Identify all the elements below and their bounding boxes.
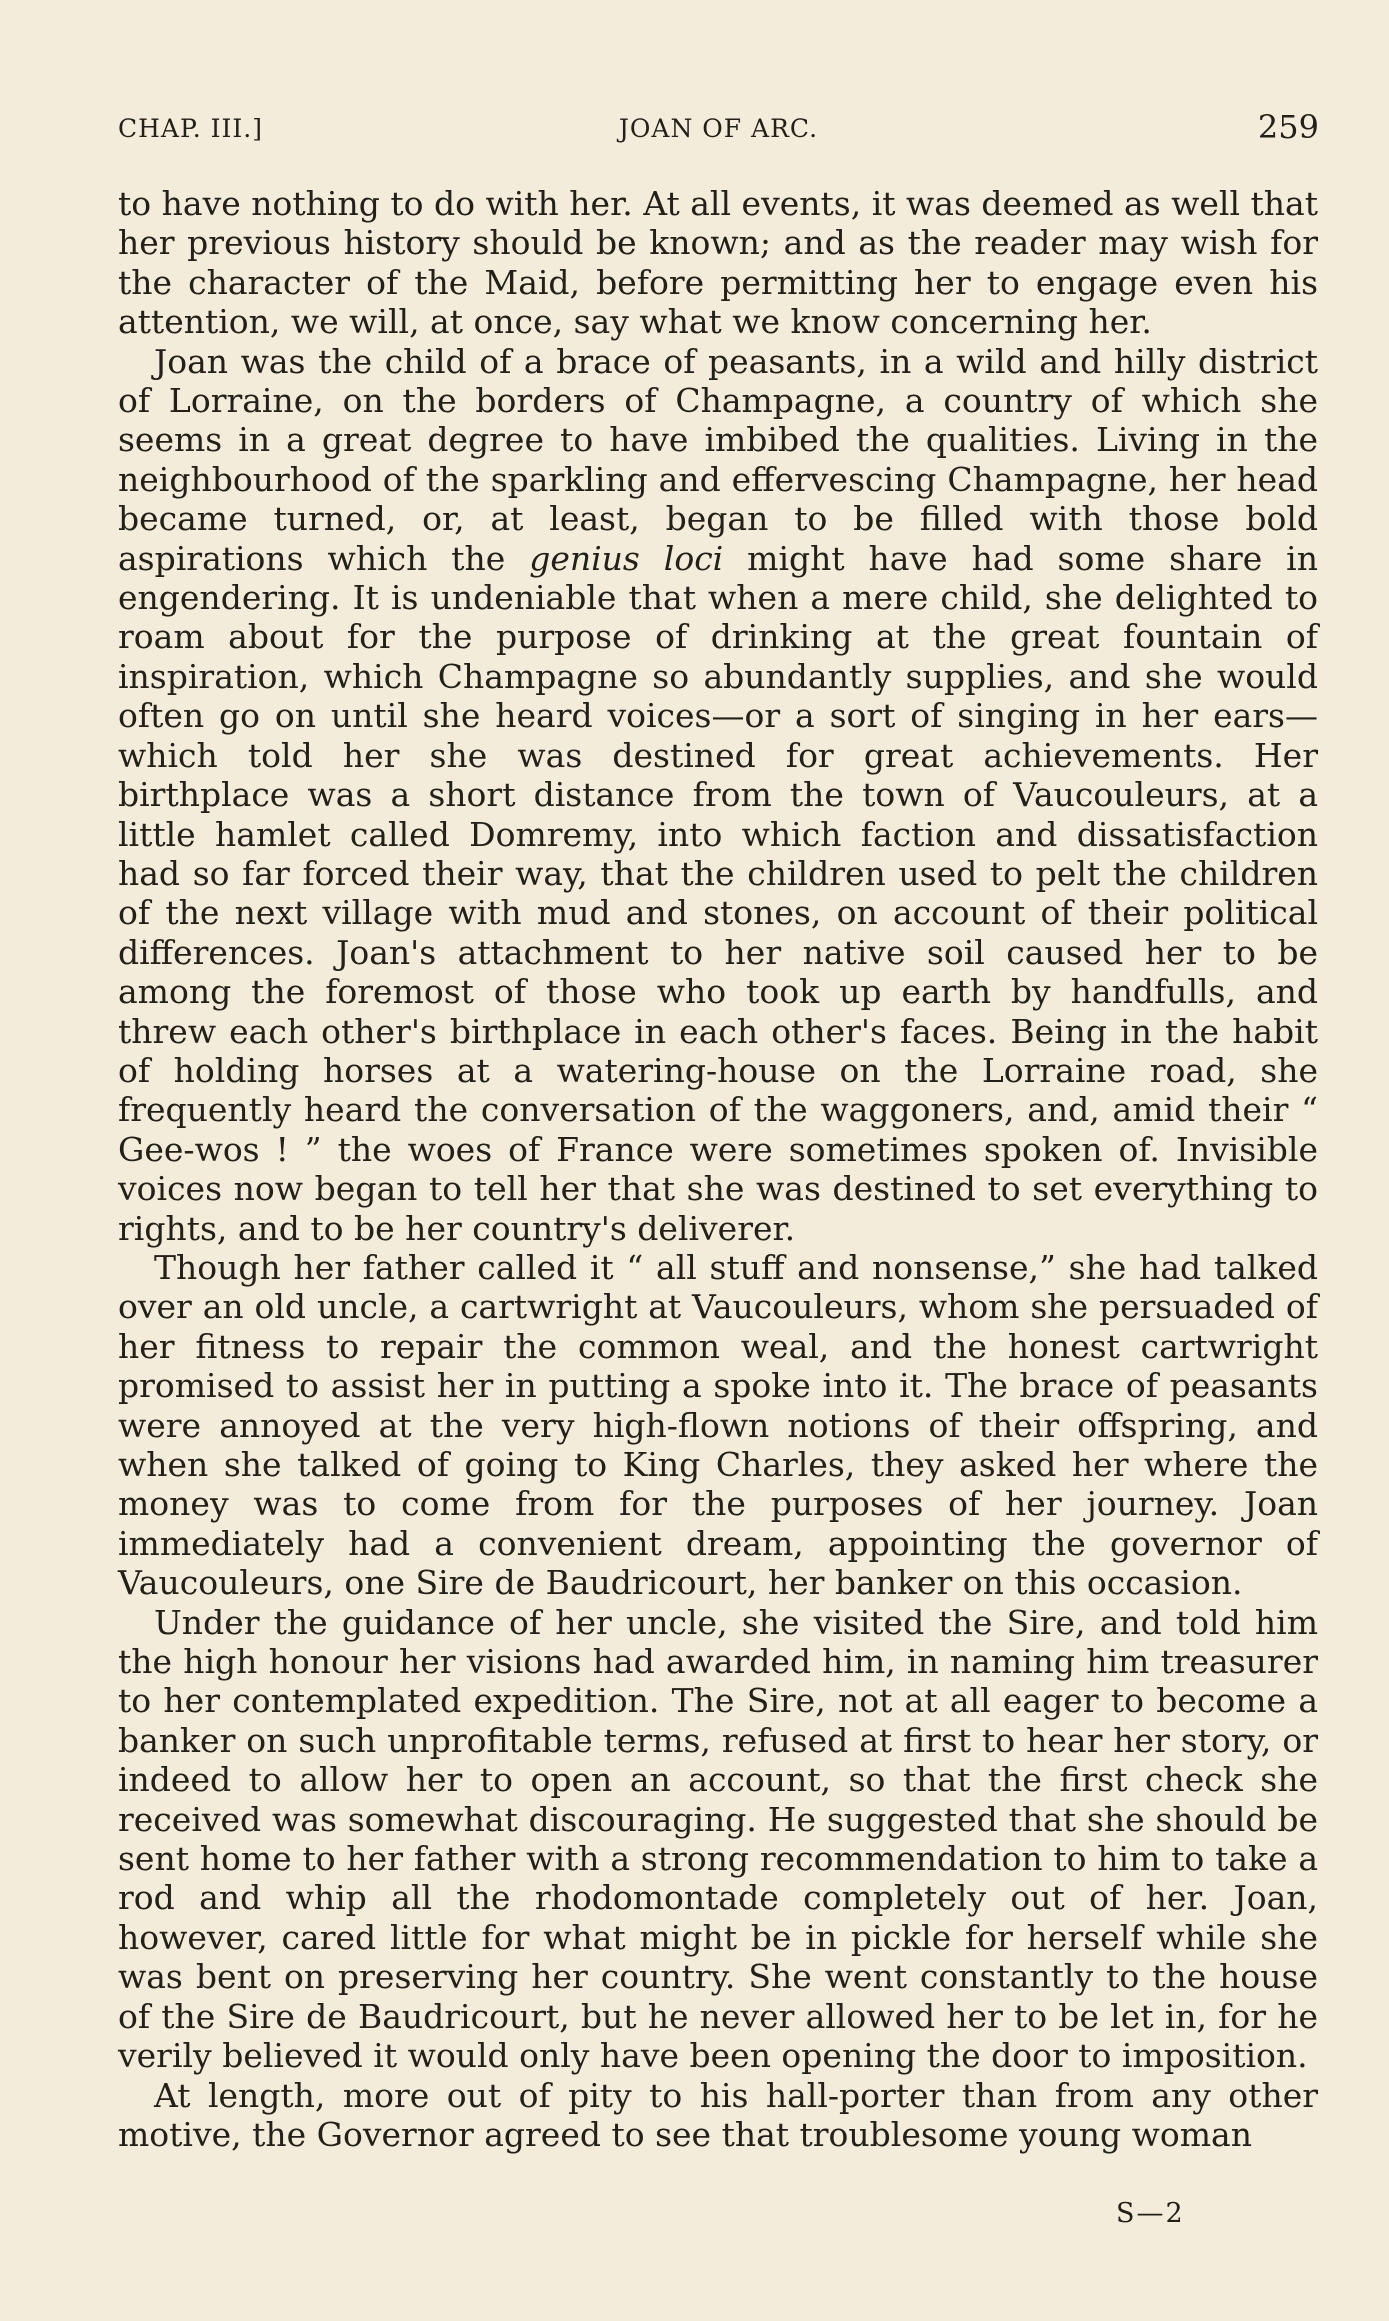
signature-mark: S—2 [1116,2198,1185,2229]
paragraph-3-text: Though her father called it “ all stuff and nonsense,” she had talked over an old uncle, a cartwright at Vaucouleurs, whom she persuaded of her fitness to repair the common weal, and the honest cartwright promised to assist her in putting a spoke into it. The brace of peasants were annoyed at the very high-flown notions of their offspring, and when she talked of going to King Charles, they asked her where the money was to come from for the purposes of her journey. Joan immediately had a convenient dream, appointing the governor of Vaucouleurs, one Sire de Baudricourt, her banker on this occasion. [118,1247,1318,1603]
page-number: 259 [1257,108,1319,146]
italic-phrase: genius loci [529,538,724,578]
paragraph-4-text: Under the guidance of her uncle, she visited the Sire, and told him the high honour her visions had awarded him, in naming him treasurer to her contemplated expedition. The Sire, not at all eager to become a banker on such unprofitable terms, refused at first to hear her story, or indeed to allow her to open an account, so that the first check she received was somewhat discouraging. He suggested that she should be sent home to her father with a strong recommendation to him to take a rod and whip all the rhodomontade completely out of her. Joan, however, cared little for what might be in pickle for herself while she was bent on preserving her country. She went constantly to the house of the Sire de Baudricourt, but he never allowed her to be let in, for he verily believed it would only have been opening the door to imposition. [118,1602,1318,2076]
paragraph-5-text: At length, more out of pity to his hall-porter than from any other motive, the Governor agreed to see that troublesome young woman [118,2075,1318,2154]
paragraph-4 [118,1603,1318,2076]
paragraph-3 [118,1248,1318,1603]
running-title: JOAN OF ARC. [618,114,819,143]
body-text [118,184,1318,2154]
running-head [118,108,1319,148]
paragraph-2-text-b: might have had some share in engendering. It is undeniable that when a mere child, she delighted to roam about for the purpose of drinking at the great fountain of inspiration, which Champagne so abundantly supplies, and she would often go on until she heard voices—or a sort of singing in her ears—which told her she was destined for great achievements. Her birthplace was a short distance from the town of Vaucouleurs, at a little hamlet called Domremy, into which faction and dissatisfaction had so far forced their way, that the children used to pelt the children of the next village with mud and stones, on account of their political differences. Joan's attachment to her native soil caused her to be among the foremost of those who took up earth by handfulls, and threw each other's birthplace in each other's faces. Being in the habit of holding horses at a watering-house on the Lorraine road, she frequently heard the conversation of the waggoners, and, amid their “ Gee-wos ! ” the woes of France were sometimes spoken of. Invisible voices now began to tell her that she was destined to set everything to rights, and to be her country's deliverer. [118,538,1318,1248]
paragraph-2-text-a: Joan was the child of a brace of peasants, in a wild and hilly district of Lorraine, on the borders of Champagne, a country of which she seems in a great degree to have imbibed the qualities. Living in the neighbourhood of the sparkling and effervescing Champagne, her head became turned, or, at least, began to be filled with those bold aspirations which the [118,341,1318,578]
paragraph-2 [118,342,1318,1248]
paragraph-1-text: to have nothing to do with her. At all events, it was deemed as well that her previous history should be known; and as the reader may wish for the character of the Maid, before permitting her to engage even his attention, we will, at once, say what we know concerning her. [118,184,1318,342]
chapter-label: CHAP. III.] [118,114,263,143]
paragraph-5 [118,2076,1318,2155]
paragraph-1 [118,184,1318,342]
